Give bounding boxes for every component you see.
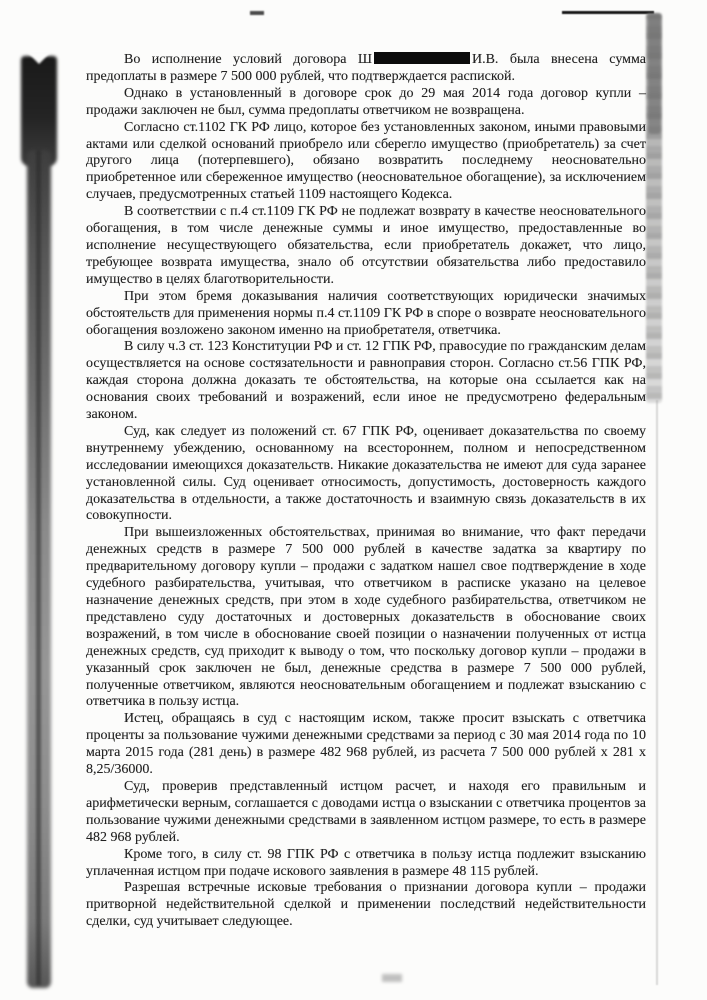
paragraph-article-67: Суд, как следует из положений ст. 67 ГПК РФ, оценивает доказательства по своему внутреннему убеждению, основанному на всестороннем, полном и непосредственном исследовании имеющихся доказательств. Никакие доказательства не имеют для суда заранее установленной силы. Суд оценивает относимость, допустимость, достоверность каждого доказательства в отдельности, а также достаточность и взаимную связь доказательств в их совокупности. (86, 423, 646, 524)
scan-binding-smudge-core (36, 150, 41, 985)
paragraph-prepayment-made (86, 52, 646, 86)
scan-torn-edge-stripe-dark (648, 14, 661, 134)
paragraph-court-conclusion: При вышеизложенных обстоятельствах, принимая во внимание, что факт передачи денежных средств в размере 7 500 000 рублей в качестве задатка за квартиру по предварительному договору купли – продажи с задатком нашел свое подтверждение в ходе судебного разбирательства, учитывая, что ответчиком в расписке указано на целевое назначение денежных средств, при этом в ходе судебного разбирательства, ответчиком не представлено суду достаточных и достоверных доказательств в обоснование своих возражений, в том числе в обоснование своей позиции о назначении полученных от истца денежных средств, суд приходит к выводу о том, что поскольку договор купли – продажи в указанный срок заключен не был, денежные средства в размере 7 500 000 рублей, полученные ответчиком, являются неосновательным обогащением и подлежат взысканию с ответчика в пользу истца. (86, 525, 646, 710)
paragraph-contract-not-concluded: Однако в установленный в договоре срок до 29 мая 2014 года договор купли – продажи заключен не был, сумма предоплаты ответчиком не возвращена. (86, 85, 646, 118)
paragraph-interest-claim: Истец, обращаясь в суд с настоящим иском, также просит взыскать с ответчика проценты за пользование чужими денежными средствами за период с 30 мая 2014 года по 10 марта 2015 года (281 день) в размере 482 968 рублей, из расчета 7 500 000 рублей х 281 х 8,25/36000. (86, 711, 646, 778)
scan-binding-smudge-top (21, 56, 57, 166)
scan-edge-line-right (656, 400, 658, 985)
paragraph-burden-of-proof: При этом бремя доказывания наличия соответствующих юридически значимых обстоятельств для применения нормы п.4 ст.1109 ГК РФ в споре о возврате неосновательного обогащения возложено законом именно на приобретателя, ответчика. (86, 288, 646, 338)
paragraph-article-1102: Согласно ст.1102 ГК РФ лицо, которое без установленных законом, иными правовыми актами или сделкой оснований приобрело или сберегло имущество (приобретатель) за счет другого лица (потерпевшего), обязано возвратить последнему неосновательно приобретенное или сбереженное имущество (неосновательное обогащение), за исключением случаев, предусмотренных статьей 1109 настоящего Кодекса. (86, 119, 646, 203)
paragraph-calculation-accepted: Суд, проверив представленный истцом расчет, и находя его правильным и арифметически верным, соглашается с доводами истца о взыскании с ответчика процентов за пользование чужими денежными средствами в заявленном истцом размере, то есть в размере 482 968 рублей. (86, 778, 646, 845)
document-text-block (86, 52, 646, 931)
scan-speck-bottom (382, 974, 402, 982)
paragraph-counterclaim: Разрешая встречные исковые требования о признании договора купли – продажи притворной недействительной сделкой и применении последствий недействительности сделки, суд учитывает следующее. (86, 880, 646, 930)
paragraph-text-before-redaction: Во исполнение условий договора Ш (124, 52, 372, 67)
redaction-box (374, 52, 470, 64)
scan-binding-smudge-notch (27, 52, 51, 64)
paragraph-court-fee: Кроме того, в силу ст. 98 ГПК РФ с ответчика в пользу истца подлежит взысканию уплаченная истцом при подаче искового заявления в размере 48 115 рублей. (86, 846, 646, 879)
scan-torn-edge-stripe (646, 13, 662, 403)
scan-speck-top (250, 11, 264, 15)
paragraph-constitution-123: В силу ч.3 ст. 123 Конституции РФ и ст. 12 ГПК РФ, правосудие по гражданским делам осуществляется на основе состязательности и равноправия сторон. Согласно ст.56 ГПК РФ, каждая сторона должна доказать те обстоятельства, на которые она ссылается как на основания своих требований и возражений, если иное не предусмотрено федеральным законом. (86, 339, 647, 423)
paragraph-article-1109: В соответствии с п.4 ст.1109 ГК РФ не подлежат возврату в качестве неосновательного обогащения, в том числе денежные суммы и иное имущество, предоставленные во исполнение несуществующего обязательства, если приобретатель докажет, что лицо, требующее возврата имущества, знало об отсутствии обязательства либо предоставило имущество в целях благотворительности. (86, 204, 646, 287)
scan-binding-smudge (27, 150, 51, 988)
paragraph-text-after-redaction: И.В. была внесена сумма предоплаты в размере 7 500 000 рублей, что подтверждается распиской. (86, 52, 646, 84)
scan-edge-line-top-right (562, 11, 654, 14)
